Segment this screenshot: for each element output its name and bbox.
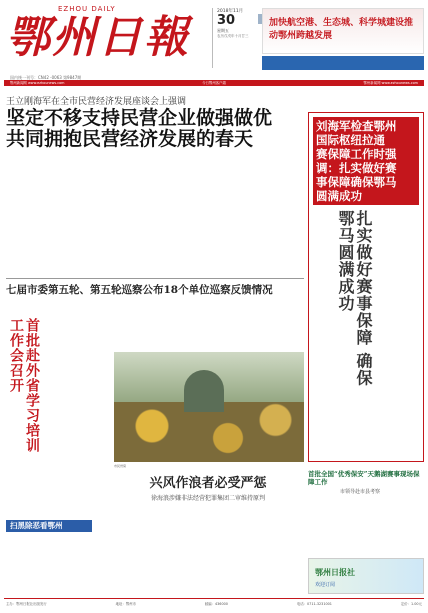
nav-link-1[interactable]: 鄂州新闻网 www.ezhounews.com (10, 81, 65, 85)
feature-headline: 兴风作浪者必受严惩 (149, 476, 267, 491)
bottom-ad-tagline: 欢迎订阅 (315, 582, 336, 588)
masthead (0, 0, 428, 86)
header-ad-strip (262, 56, 424, 70)
box-body-text (376, 210, 420, 456)
bottom-ad-text: 鄂州日报社 (315, 567, 355, 577)
header-ad[interactable]: 加快航空港、生态城、科学城建设推动鄂州跨越发展 (262, 8, 424, 54)
divider-1 (6, 278, 304, 279)
bottom-ad[interactable] (308, 558, 424, 594)
masthead-pinyin: EZHOU DAILY (58, 5, 116, 13)
anti-gang-body-1 (6, 535, 102, 591)
feature-subhead: 徐海浪涉嫌非法经营犯罪集团二审维持原判 (150, 495, 265, 502)
anti-gang-badge: 扫黑除恶看鄂州 (6, 520, 92, 532)
lead-body-col-3 (210, 154, 304, 274)
lead-headline-1: 坚定不移支持民营企业做强做优 (6, 107, 273, 129)
lead-headline-2: 共同拥抱民营经济发展的春天 (6, 128, 254, 150)
footer: 主办：鄂州日报社出版发行 地址：鄂州市 邮编：436000 电话：0711-3231001 定价：1.00元 (6, 602, 422, 606)
middle-right-headline: 首批全国“优秀保安”天鹅湖赛事现场保障工作 (308, 470, 420, 486)
footer-divider (4, 598, 424, 599)
left-vertical-title: 首批赴外省学习培训工作会召开 (8, 318, 40, 453)
masthead-title: 鄂州日報 (6, 12, 190, 63)
date-day: 30 (217, 13, 236, 28)
lead-body-col-2 (108, 154, 206, 274)
tour-headline: 七届市委第五轮、第五轮巡察公布18个单位巡察反馈情况 (6, 284, 273, 296)
left-article-body (30, 330, 110, 460)
masthead-info: 国内统一刊号：CN42 -0063 第9847期 (10, 75, 82, 80)
middle-right-subhead: 市领导赴市县考察 (340, 489, 381, 495)
side-vertical-title: 扎实做好赛事保障 确保鄂马圆满成功 (336, 210, 373, 387)
middle-right-body (308, 498, 424, 554)
lead-kicker: 王立刚海军在全市民营经济发展座谈会上强调 (6, 97, 187, 107)
tour-body-col-2 (106, 302, 202, 350)
photo-caption: 市民赏菊 (114, 464, 126, 468)
feature-box-title: 刘海军检查鄂州 国际枢纽拉通 赛保障工作时强 调：扎实做好赛 事保障确保鄂马 圆满成功 (313, 117, 419, 205)
nav-link-3[interactable]: 鄂州新闻网 www.ezhounews.com (363, 81, 418, 85)
date-block: 2018年11月 30 星期五 农历戊戌年十月廿三 (212, 8, 254, 68)
nav-link-2[interactable]: 今日鄂州客户端 (202, 81, 226, 85)
news-photo (114, 352, 304, 462)
tour-body-col-3 (206, 302, 304, 350)
lead-body-col-1 (6, 154, 104, 274)
anti-gang-body-2 (106, 508, 202, 591)
anti-gang-body-3 (206, 508, 304, 591)
nav-bar (4, 80, 424, 86)
